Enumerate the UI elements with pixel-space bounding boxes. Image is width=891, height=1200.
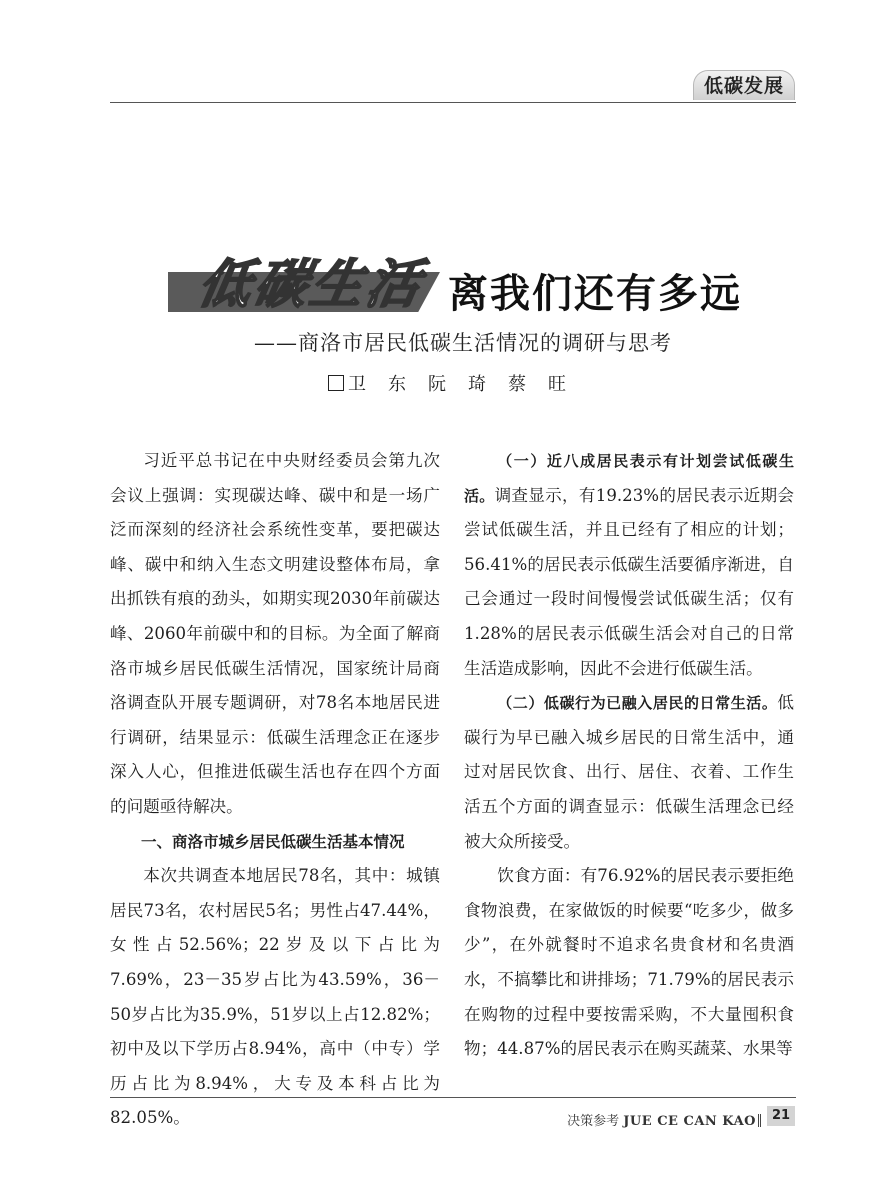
title-highlight: 低碳生活 (193, 254, 429, 315)
food-paragraph: 饮食方面：有76.92%的居民表示要拒绝食物浪费，在家做饭的时候要“吃多少，做多少”，在外就餐时不追求名贵食材和名贵酒水，不搞攀比和讲排场；71.79%的居民表示在购物的过程中要按需采购，不大量囤积食物；44.87%的居民表示在购买蔬菜、水果等 (464, 866, 794, 1059)
page-number: 21 (767, 1106, 795, 1126)
footer-divider (758, 1114, 761, 1127)
authors: 卫东阮琦蔡旺 (348, 374, 588, 395)
header-rule (110, 102, 796, 103)
footer-journal (567, 1110, 763, 1129)
footer-rule (110, 1097, 796, 1098)
intro-paragraph: 习近平总书记在中央财经委员会第九次会议上强调：实现碳达峰、碳中和是一场广泛而深刻的经济社会系统性变革，要把碳达峰、碳中和纳入生态文明建设整体布局，拿出抓铁有痕的劲头，如期实现2030年前碳达峰、2060年前碳中和的目标。为全面了解商洛市城乡居民低碳生活情况，国家统计局商洛调查队开展专题调研，对78名本地居民进行调研，结果显示：低碳生活理念正在逐步深入人心，但推进低碳生活也存在四个方面的问题亟待解决。 (110, 451, 440, 816)
subsection-1-body: 调查显示，有19.23%的居民表示近期会尝试低碳生活，并且已经有了相应的计划；56.41%的居民表示低碳生活要循序渐进，自己会通过一段时间慢慢尝试低碳生活；仅有1.28%的居民表示低碳生活会对自己的日常生活造成影响，因此不会进行低碳生活。 (464, 485, 794, 678)
journal-name-en: JUE CE CAN KAO (623, 1114, 756, 1129)
title-main: 离我们还有多远 (448, 271, 742, 317)
section-badge: 低碳发展 (693, 70, 795, 100)
subsection-2-lead: （二）低碳行为已融入居民的日常生活。 (497, 694, 778, 713)
subsection-2-paragraph (464, 686, 794, 859)
subtitle: ——商洛市居民低碳生活情况的调研与思考 (254, 331, 672, 355)
right-column (464, 444, 794, 1067)
subsection-2-body: 低碳行为早已融入城乡居民的日常生活中，通过对居民饮食、出行、居住、衣着、工作生活五个方面的调查显示：低碳生活理念已经被大众所接受。 (464, 693, 794, 851)
subsection-1-paragraph (464, 444, 794, 686)
byline (328, 370, 588, 396)
subsection-1-lead: （一）近八成居民表示有计划尝试低碳生活。 (464, 452, 794, 505)
survey-paragraph: 本次共调查本地居民78名，其中：城镇居民73名，农村居民5名；男性占47.44%，女性占52.56%；22岁及以下占比为7.69%，23－35岁占比为43.59%，36－50岁占比为35.9%，51岁以上占12.82%；初中及以下学历占8.94%，高中（中专）学历占比为8.94%，大专及本科占比为82.05%。 (110, 866, 440, 1128)
section-heading-1: 一、商洛市城乡居民低碳生活基本情况 (141, 832, 405, 851)
left-column (110, 444, 440, 1136)
journal-name-cn: 决策参考 (567, 1114, 620, 1129)
author-box-icon (328, 375, 344, 391)
